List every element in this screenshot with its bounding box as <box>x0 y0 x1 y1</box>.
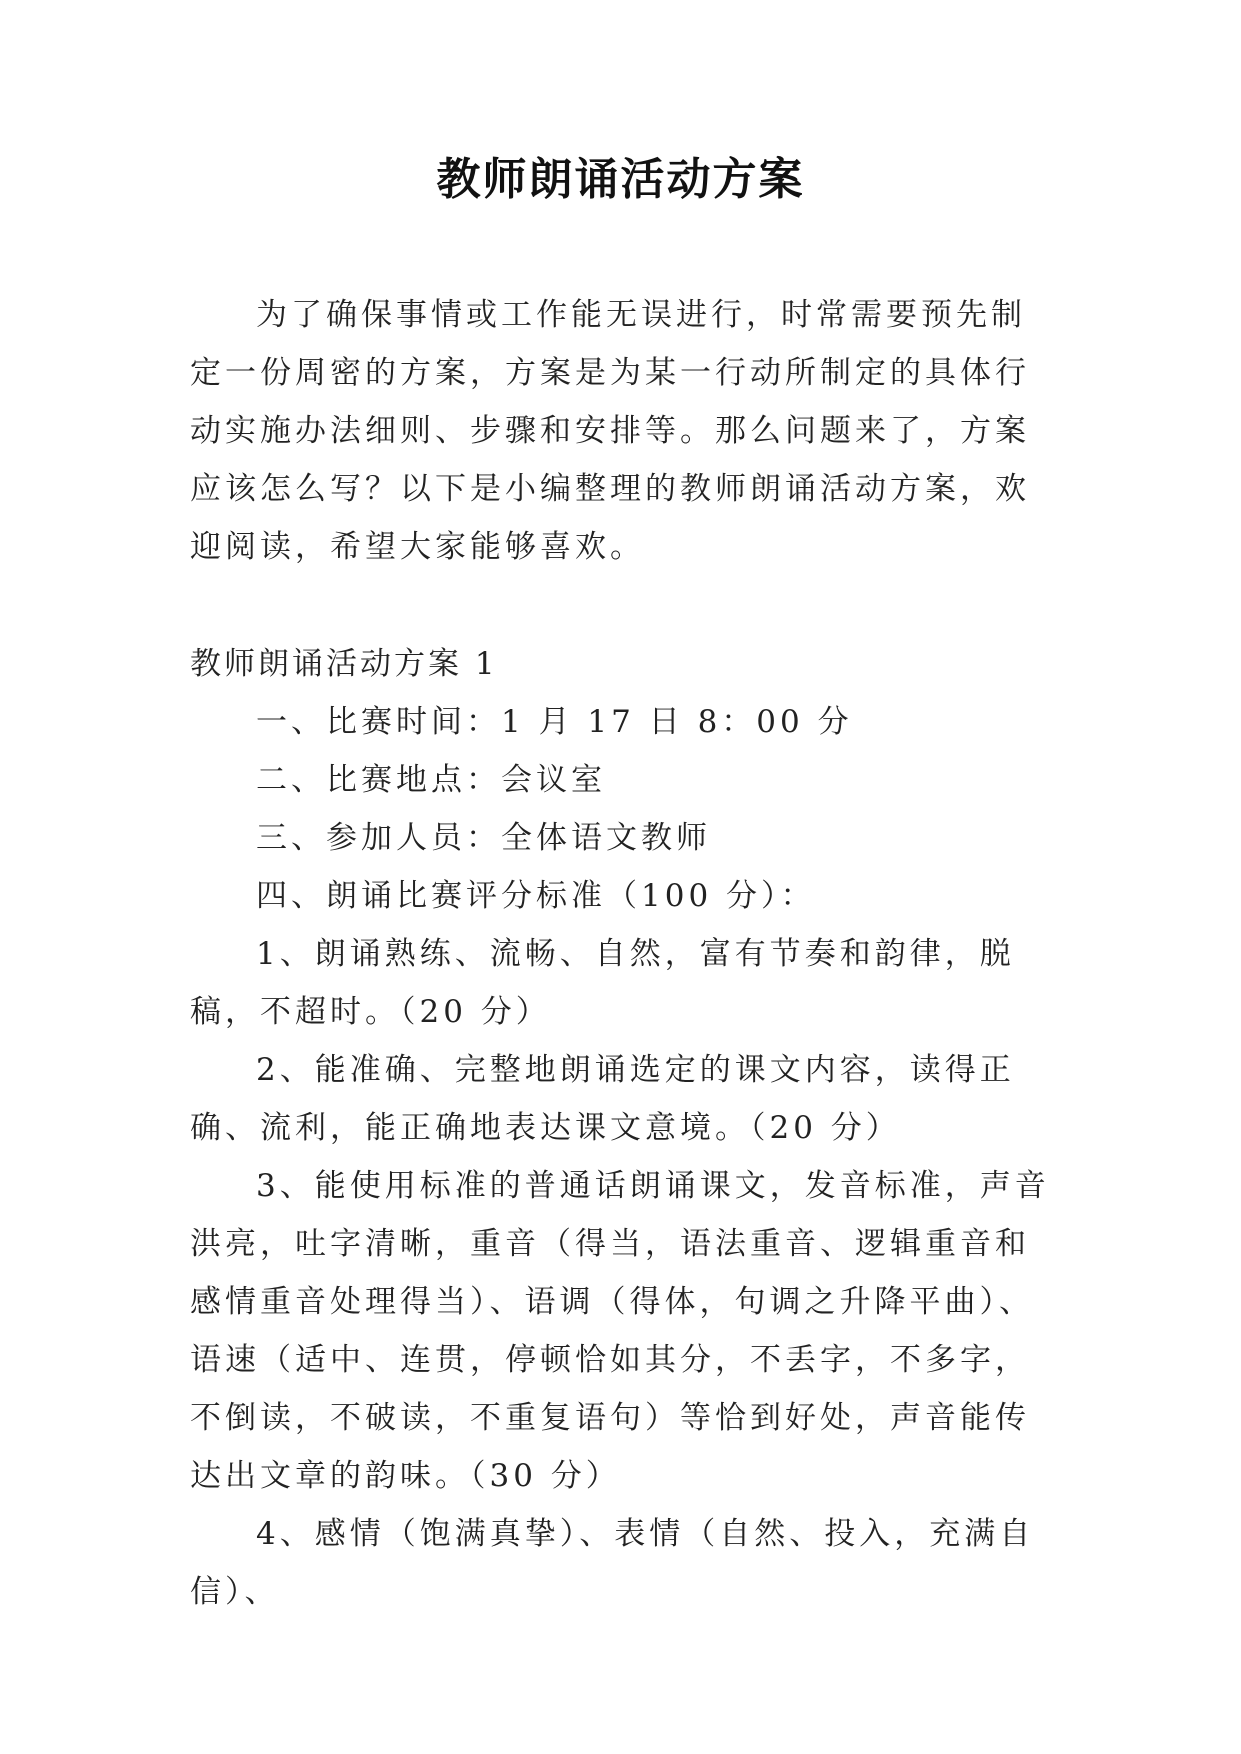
list-item: 二、比赛地点：会议室 <box>256 762 606 798</box>
list-item: 三、参加人员：全体语文教师 <box>256 820 711 856</box>
list-item: 2、能准确、完整地朗诵选定的课文内容，读得正确、流利，能正确地表达课文意境。（20 分） <box>190 1052 1015 1146</box>
list-item: 1、朗诵熟练、流畅、自然，富有节奏和韵律，脱稿，不超时。（20 分） <box>190 936 1015 1030</box>
list-item: 3、能使用标准的普通话朗诵课文，发音标准，声音洪亮，吐字清晰，重音（得当，语法重音、逻辑重音和感情重音处理得当）、语调（得体，句调之升降平曲）、语速（适中、连贯，停顿恰如其分，不丢字，不多字，不倒读，不破读，不重复语句）等恰到好处，声音能传达出文章的韵味。（30 分） <box>190 1168 1050 1494</box>
list-item: 四、朗诵比赛评分标准（100 分）： <box>256 878 816 914</box>
list-item: 4、感情（饱满真挚）、表情（自然、投入，充满自信）、 <box>190 1516 1035 1610</box>
list-item: 一、比赛时间：1 月 17 日 8：00 分 <box>256 704 853 740</box>
page-title: 教师朗诵活动方案 <box>436 154 805 205</box>
section-heading: 教师朗诵活动方案 1 <box>190 646 498 682</box>
section-items <box>190 693 1060 1621</box>
intro-paragraph: 为了确保事情或工作能无误进行，时常需要预先制定一份周密的方案，方案是为某一行动所制定的具体行动实施办法细则、步骤和安排等。那么问题来了，方案应该怎么写？以下是小编整理的教师朗诵活动方案，欢迎阅读，希望大家能够喜欢。 <box>190 297 1030 565</box>
